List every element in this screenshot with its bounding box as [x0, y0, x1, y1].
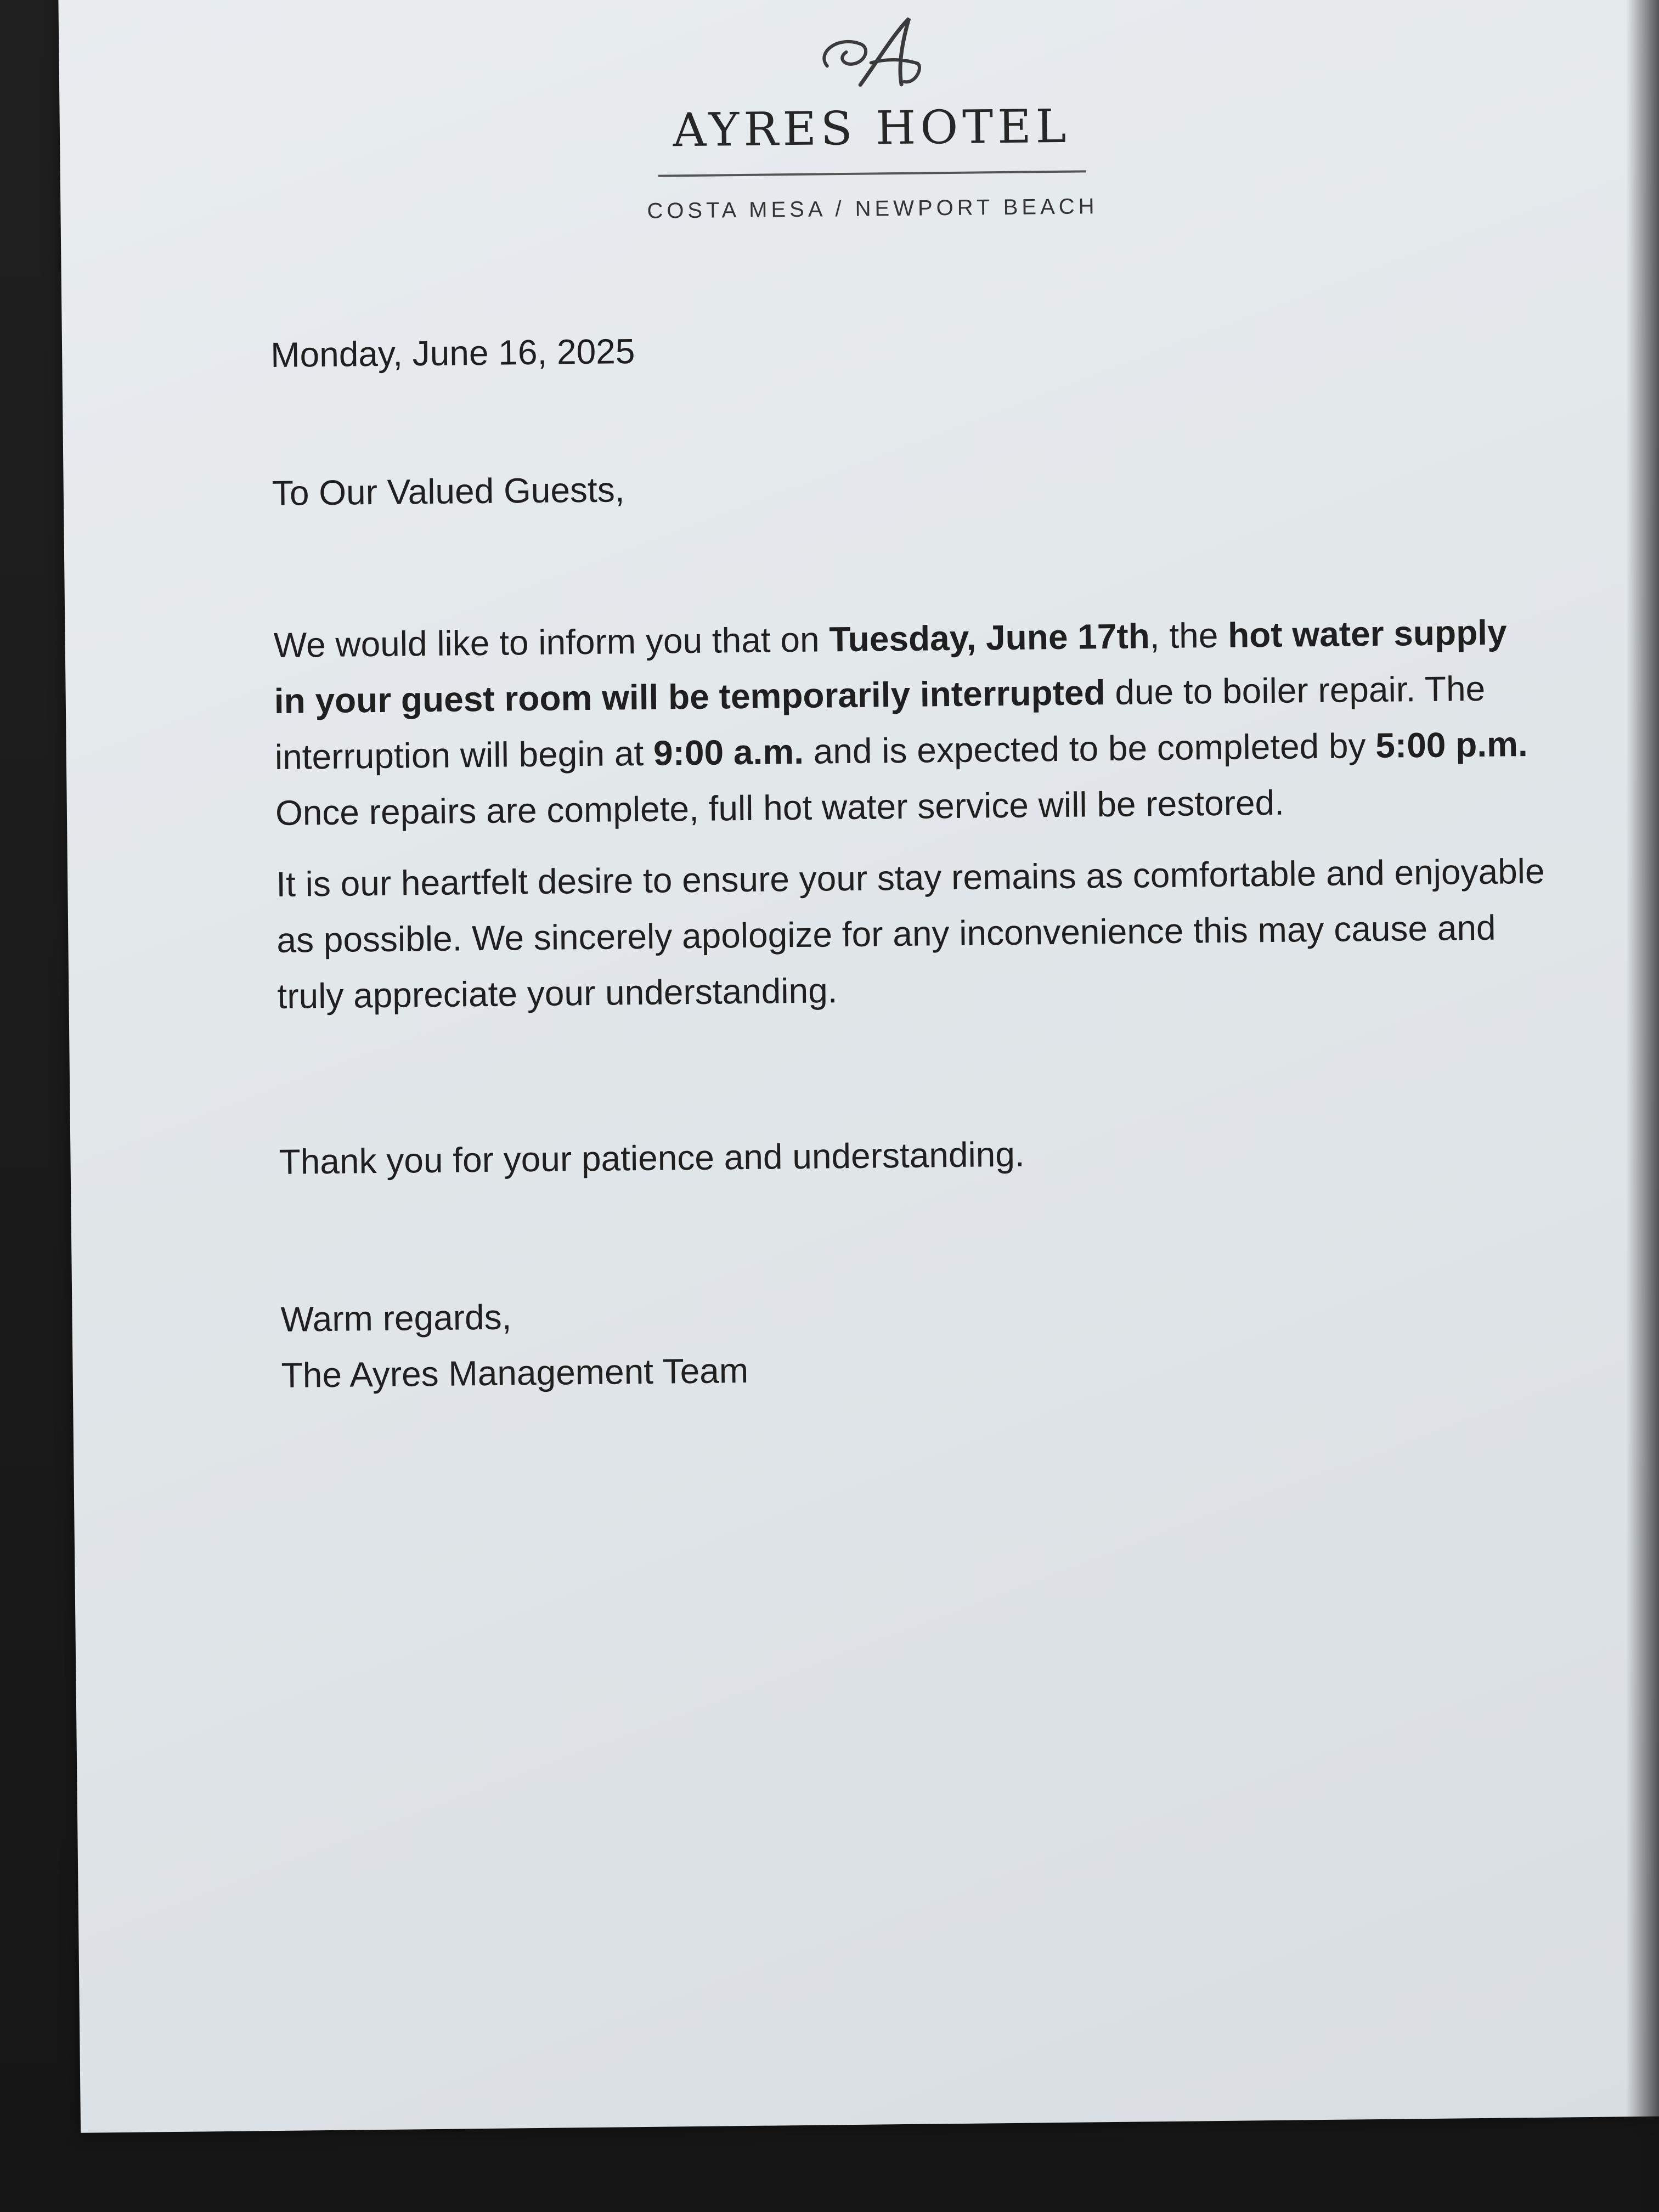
notice-start-time: 9:00 a.m. [653, 731, 804, 773]
letter-thanks: Thank you for your patience and understanding. [279, 1134, 1025, 1182]
paragraph-notice-text-4: and is expected to be completed by [803, 725, 1376, 771]
paragraph-notice-text-2: , the [1149, 615, 1228, 656]
letter-closing: Warm regards, [280, 1297, 512, 1339]
letter-paper [58, 0, 1659, 2133]
hotel-name: AYRES HOTEL [673, 99, 1071, 157]
script-a-monogram-icon [805, 13, 938, 97]
paragraph-notice-text-5: Once repairs are complete, full hot water service will be restored. [275, 782, 1285, 833]
letterhead [59, 5, 1659, 230]
paragraph-notice [273, 604, 1548, 841]
letter-signature: The Ayres Management Team [281, 1350, 749, 1395]
notice-hot-water: hot water supply in your guest room will be temporarily interrupted [274, 612, 1507, 721]
paragraph-notice-text-1: We would like to inform you that on [273, 619, 830, 665]
letter-date: Monday, June 16, 2025 [270, 331, 635, 375]
letter-greeting: To Our Valued Guests, [272, 470, 625, 513]
paper-edge-shadow [1626, 0, 1659, 2212]
notice-date: Tuesday, June 17th [828, 616, 1150, 659]
notice-end-time: 5:00 p.m. [1375, 724, 1528, 765]
paragraph-apology: It is our heartfelt desire to ensure your stay remains as comfortable and enjoyable as possible. We sincerely apologize for any inconvenience this may cause and truly appreciate your understanding. [275, 851, 1545, 1016]
paragraph-notice-text-3: due to boiler repair. The interruption will begin at [274, 668, 1486, 777]
header-divider [658, 170, 1086, 177]
letter-body [270, 314, 1554, 1403]
hotel-location: COSTA MESA / NEWPORT BEACH [647, 194, 1098, 223]
